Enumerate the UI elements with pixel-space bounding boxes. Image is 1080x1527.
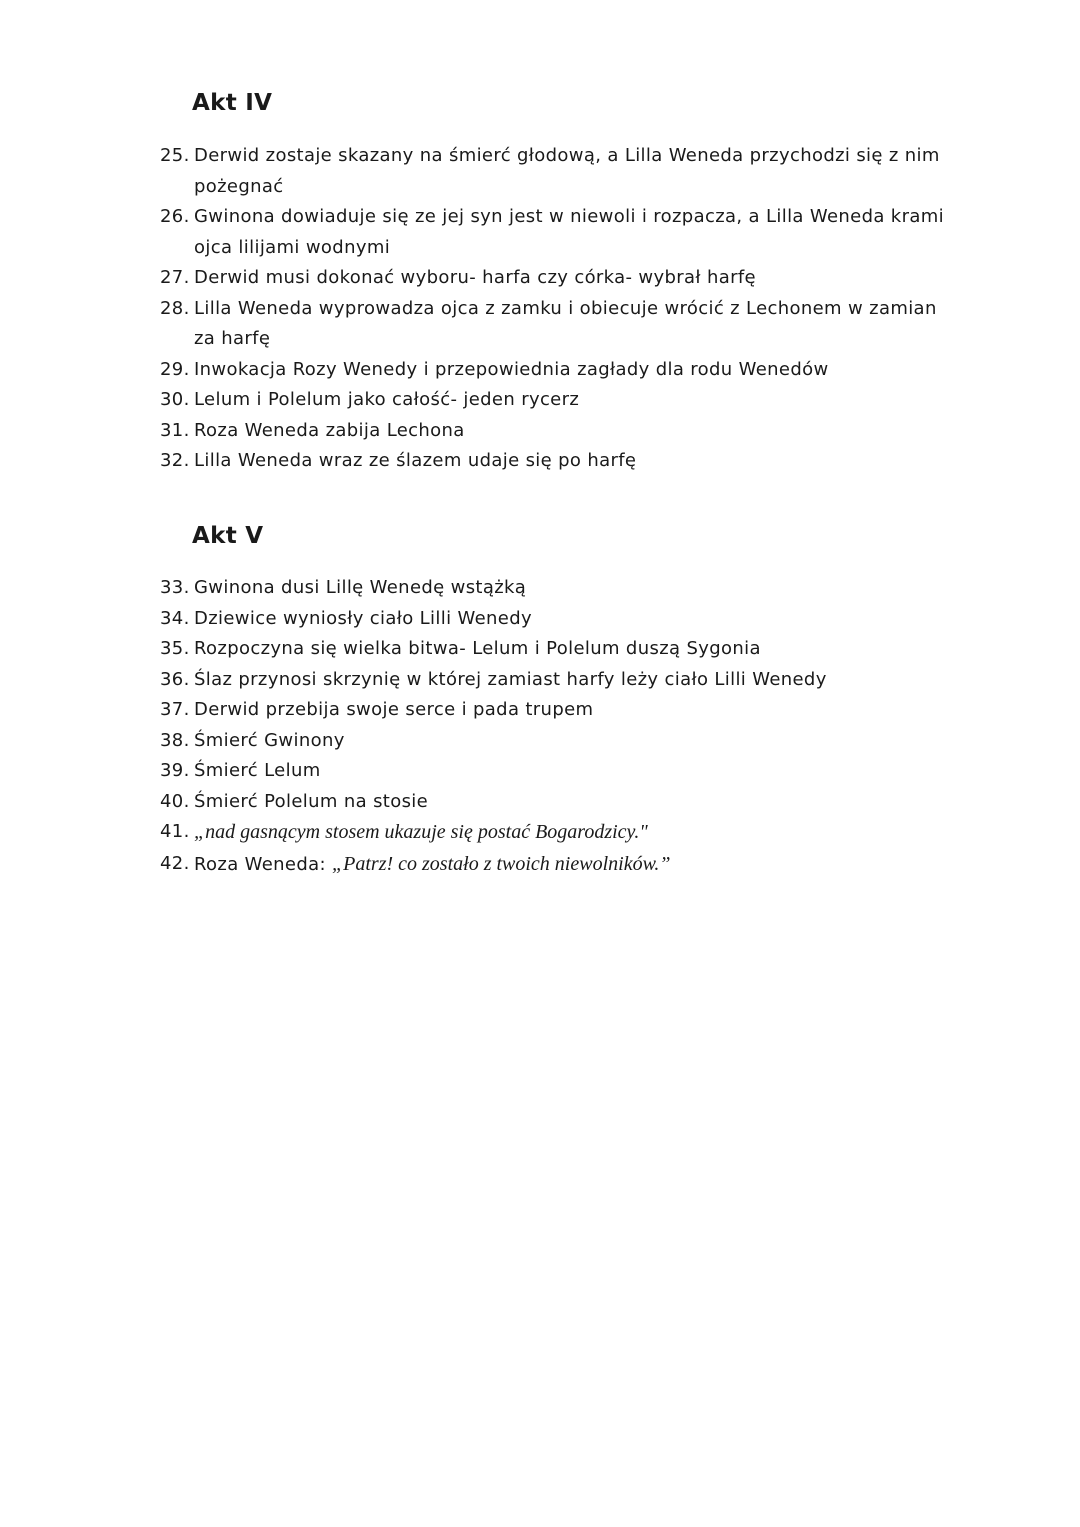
item-text: Śmierć Polelum na stosie	[194, 790, 429, 812]
act-heading: Akt IV	[192, 90, 273, 116]
list-item	[160, 294, 960, 355]
item-text: Derwid przebija swoje serce i pada trupem	[194, 699, 594, 720]
item-text: Derwid musi dokonać wyboru- harfa czy córka- wybrał harfę	[194, 267, 756, 288]
item-text: Derwid zostaje skazany na śmierć głodową, a Lilla Weneda przychodzi się z nim pożegnać	[194, 145, 940, 197]
item-number: 35.	[160, 638, 190, 659]
item-number: 32.	[160, 450, 190, 471]
item-number: 27.	[160, 267, 190, 288]
item-text: Ślaz przynosi skrzynię w której zamiast harfy leży ciało Lilli Wenedy	[194, 668, 827, 690]
list-item	[160, 202, 960, 263]
quote-text: „nad gasnącym stosem ukazuje się postać Bogarodzicy."	[194, 821, 648, 843]
item-number: 25.	[160, 145, 190, 166]
item-text: Rozpoczyna się wielka bitwa- Lelum i Polelum duszą Sygonia	[194, 638, 761, 659]
item-text: Lilla Weneda wraz ze ślazem udaje się po harfę	[194, 450, 637, 471]
item-number: 28.	[160, 297, 190, 319]
item-number: 41.	[160, 821, 190, 842]
list-item	[160, 787, 960, 818]
item-number: 40.	[160, 790, 190, 812]
item-text: Inwokacja Rozy Wenedy i przepowiednia zagłady dla rodu Wenedów	[194, 358, 829, 380]
item-number: 34.	[160, 607, 190, 629]
list-item	[160, 604, 960, 635]
item-text: Dziewice wyniosły ciało Lilli Wenedy	[194, 607, 532, 629]
list-item	[160, 726, 960, 757]
list-item	[160, 573, 960, 604]
item-text: Gwinona dowiaduje się ze jej syn jest w niewoli i rozpacza, a Lilla Weneda krami ojca lilijami wodnymi	[194, 206, 944, 258]
item-text: Śmierć Gwinony	[194, 729, 345, 751]
item-text	[194, 817, 960, 849]
item-text	[194, 849, 960, 881]
list-item	[160, 141, 960, 202]
item-number: 31.	[160, 419, 190, 441]
quote-text: „Patrz! co zostało z twoich niewolników.”	[332, 852, 671, 875]
list-item	[160, 849, 960, 881]
list-item	[160, 756, 960, 787]
item-text: Śmierć Lelum	[194, 760, 321, 781]
item-number: 33.	[160, 577, 190, 598]
item-number: 37.	[160, 699, 190, 720]
item-text: Gwinona dusi Lillę Wenedę wstążką	[194, 577, 527, 598]
item-number: 30.	[160, 389, 190, 410]
list-item	[160, 263, 960, 294]
item-number: 29.	[160, 358, 190, 380]
item-text: Lilla Weneda wyprowadza ojca z zamku i obiecuje wrócić z Lechonem w zamian za harfę	[194, 297, 937, 349]
item-number: 39.	[160, 760, 190, 781]
event-list	[160, 573, 960, 880]
list-item	[160, 355, 960, 386]
act-heading: Akt V	[192, 523, 264, 549]
event-list	[160, 141, 960, 477]
item-text: Roza Weneda zabija Lechona	[194, 419, 465, 441]
item-number: 42.	[160, 852, 190, 874]
item-number: 38.	[160, 729, 190, 751]
list-item	[160, 665, 960, 696]
item-number: 26.	[160, 206, 190, 227]
list-item	[160, 817, 960, 849]
list-item	[160, 634, 960, 665]
list-item	[160, 385, 960, 416]
list-item	[160, 446, 960, 477]
item-number: 36.	[160, 668, 190, 690]
item-text: Lelum i Polelum jako całość- jeden rycerz	[194, 389, 580, 410]
item-text-lead: Roza Weneda:	[194, 853, 333, 875]
list-item	[160, 416, 960, 447]
list-item	[160, 695, 960, 726]
